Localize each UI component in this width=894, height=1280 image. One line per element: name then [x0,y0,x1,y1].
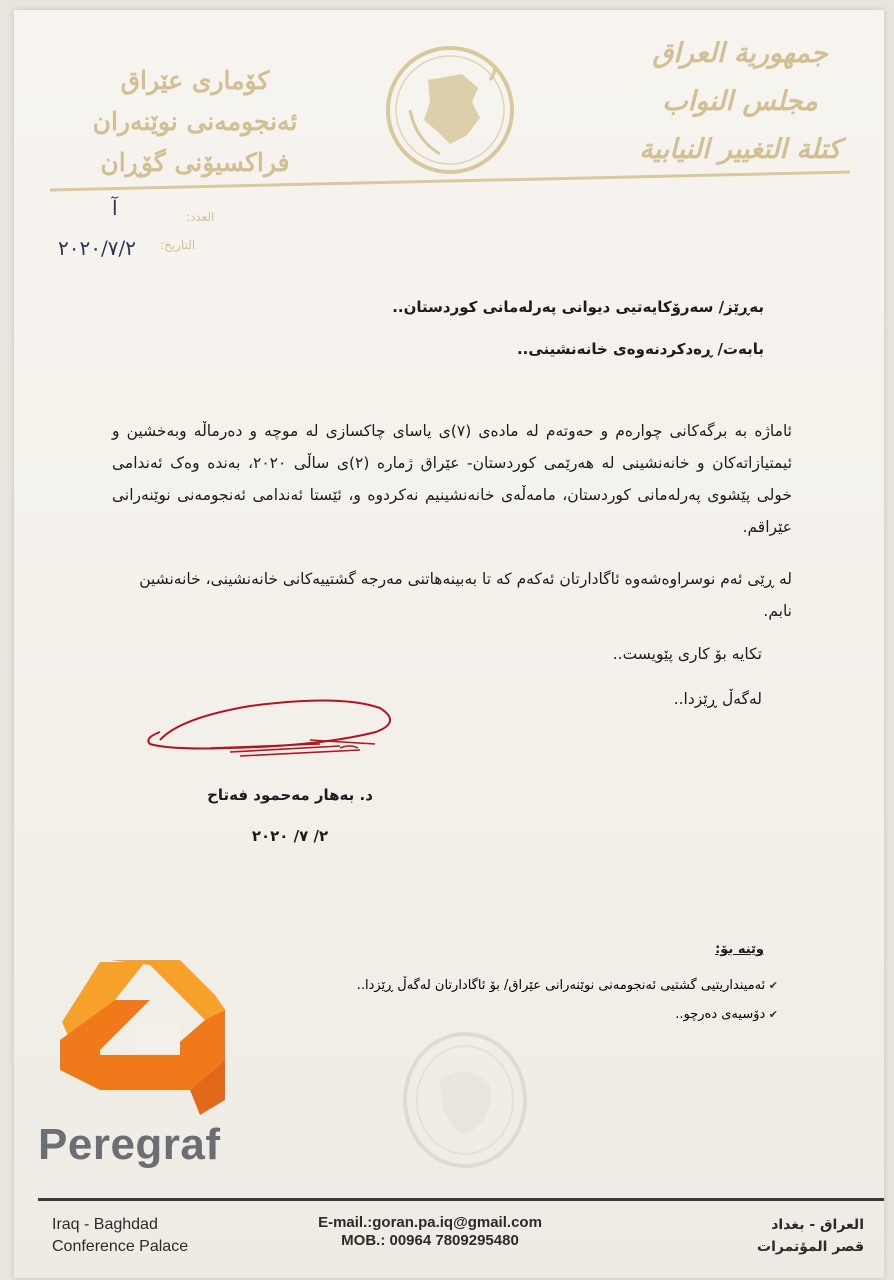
peregraf-brand-text: Peregraf [38,1120,221,1169]
footer-location-ar-line-1: العراق - بغداد [771,1217,864,1233]
letterhead-kurdish [60,60,330,183]
addressee-line: بەڕێز/ سەرۆکایەتیی دیوانی پەرلەمانی کوردستان.. [392,298,764,316]
iraq-emblem-icon [380,40,520,180]
body-paragraph-1: ئاماژە بە برگەکانی چوارەم و حەوتەم لە مادەی (٧)ی یاسای چاکسازی لە موچە و دەرماڵە وبەخشین و ئیمتیازاتەکان و خانەنشینی لە هەرێمی کوردستان- عێراق ژمارە (٢)ی ساڵی ٢٠٢٠، بەندە وەک ئەندامی خولی پێشوی پەرلەمانی کوردستان، مامەڵەی خانەنشینیم نەکردوە و، ئێستا ئەندامی ئەنجومەنی نوێنەرانی عێراقم. [112,422,793,536]
date-value: ٢٠٢٠/٧/٢ [58,236,136,260]
number-value: آ [112,196,118,220]
letterhead-arabic [620,30,860,174]
letterhead-kurdish-line-3: فراکسیۆنی گۆڕان [100,148,290,177]
footer-location-en [52,1214,188,1258]
footer-location-en-line-1: Iraq - Baghdad [52,1216,158,1233]
footer-location-ar [704,1214,864,1258]
signer-name: د. بەهار مەحمود فەتاح [207,786,373,804]
embossed-seal-icon [400,1030,530,1170]
cc-list [218,978,778,1036]
footer-location-en-line-2: Conference Palace [52,1238,189,1255]
handwritten-signature [140,688,400,768]
letterhead-kurdish-line-2: ئەنجومەنی نوێنەران [92,107,298,136]
footer-location-ar-line-2: قصر المؤتمرات [757,1239,864,1255]
letterhead-gold-rule [50,168,850,198]
cc-item-2: ✔ دۆسیەی دەرچو.. [218,1007,778,1022]
letterhead-arabic-line-2: مجلس النواب [662,86,818,117]
peregraf-logo-icon [40,940,250,1130]
number-label: العدد: [186,210,215,224]
body-paragraph-2: لە ڕێی ئەم نوسراوەشەوە ئاگادارتان ئەکەم کە تا بەبینەهاتنی مەرجە گشتییەکانی خانەنشینی، خانەنشین نابم. [139,570,792,620]
cc-title: وێنە بۆ: [715,942,764,957]
footer-rule [38,1198,884,1201]
footer-contact [280,1214,580,1250]
regards-line: لەگەڵ ڕێزدا.. [673,690,762,708]
letterhead-kurdish-line-1: کۆماری عێراق [120,66,270,95]
cc-item-1: ✔ ئەمینداریتیی گشتیی ئەنجومەنی نوێنەرانی عێراق/ بۆ ئاگادارتان لەگەڵ ڕێزدا.. [218,978,778,993]
letterhead-arabic-line-1: جمهورية العراق [652,38,828,69]
signature-date: ٢/ ٧/ ٢٠٢٠ [251,827,329,845]
subject-line: بابەت/ ڕەدکردنەوەی خانەنشینی.. [516,340,764,358]
footer-email: E-mail.:goran.pa.iq@gmail.com [318,1214,542,1231]
request-line: تکایە بۆ کاری پێویست.. [612,645,762,663]
footer-mobile: MOB.: 00964 7809295480 [341,1232,519,1249]
letterhead-arabic-line-3: كتلة التغيير النيابية [639,134,841,165]
date-label: التاريخ: [160,238,196,252]
